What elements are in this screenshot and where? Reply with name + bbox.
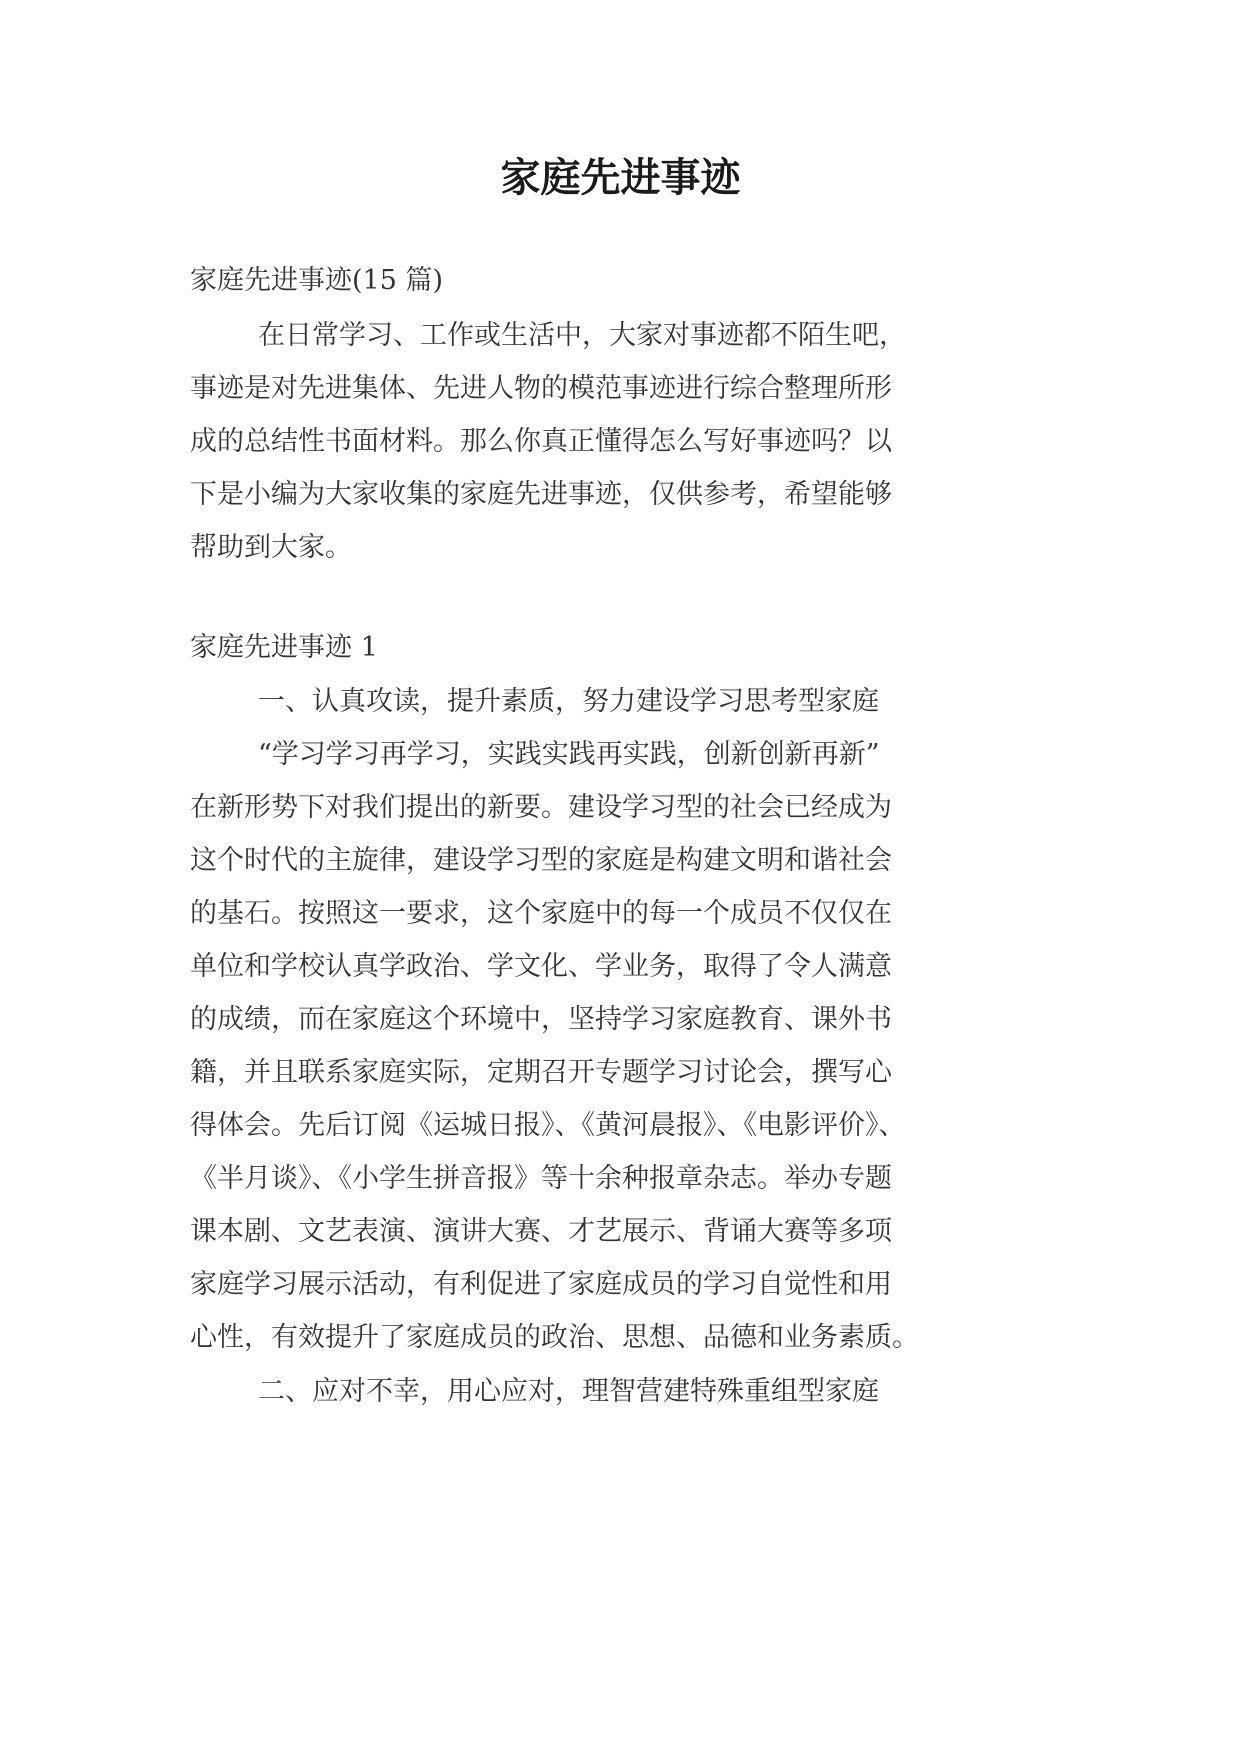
document-title: 家庭先进事迹 (500, 154, 741, 201)
paragraph-line: 帮助到大家。 (190, 532, 352, 563)
paragraph-line: 心性，有效提升了家庭成员的政治、思想、品德和业务素质。 (190, 1322, 919, 1353)
paragraph-line: 《半月谈》、《小学生拼音报》等十余种报章杂志。举办专题 (190, 1163, 892, 1194)
paragraph-line: 在新形势下对我们提出的新要。建设学习型的社会已经成为 (190, 792, 892, 823)
paragraph-line: 的基石。按照这一要求，这个家庭中的每一个成员不仅仅在 (190, 898, 892, 929)
paragraph-line: 这个时代的主旋律，建设学习型的家庭是构建文明和谐社会 (190, 845, 892, 876)
subtitle-line: 家庭先进事迹(15 篇) (190, 265, 444, 296)
paragraph-line: 的成绩，而在家庭这个环境中，坚持学习家庭教育、课外书 (190, 1004, 892, 1035)
paragraph-line: “学习学习再学习，实践实践再实践，创新创新再新” (258, 739, 880, 770)
paragraph-line: 籍，并且联系家庭实际，定期召开专题学习讨论会，撰写心 (190, 1057, 892, 1088)
subsection-heading: 一、认真攻读，提升素质，努力建设学习思考型家庭 (258, 686, 879, 717)
subsection-heading: 二、应对不幸，用心应对，理智营建特殊重组型家庭 (258, 1376, 879, 1407)
paragraph-line: 课本剧、文艺表演、演讲大赛、才艺展示、背诵大赛等多项 (190, 1216, 892, 1247)
paragraph-line: 得体会。先后订阅《运城日报》、《黄河晨报》、《电影评价》、 (190, 1110, 906, 1141)
paragraph-line: 成的总结性书面材料。那么你真正懂得怎么写好事迹吗？以 (190, 426, 892, 457)
paragraph-line: 家庭学习展示活动，有利促进了家庭成员的学习自觉性和用 (190, 1269, 892, 1300)
paragraph-line: 事迹是对先进集体、先进人物的模范事迹进行综合整理所形 (190, 373, 892, 404)
paragraph-line: 下是小编为大家收集的家庭先进事迹，仅供参考，希望能够 (190, 479, 892, 510)
section-heading: 家庭先进事迹 1 (190, 632, 378, 663)
paragraph-line: 单位和学校认真学政治、学文化、学业务，取得了令人满意 (190, 951, 892, 982)
paragraph-line: 在日常学习、工作或生活中，大家对事迹都不陌生吧， (258, 320, 906, 351)
